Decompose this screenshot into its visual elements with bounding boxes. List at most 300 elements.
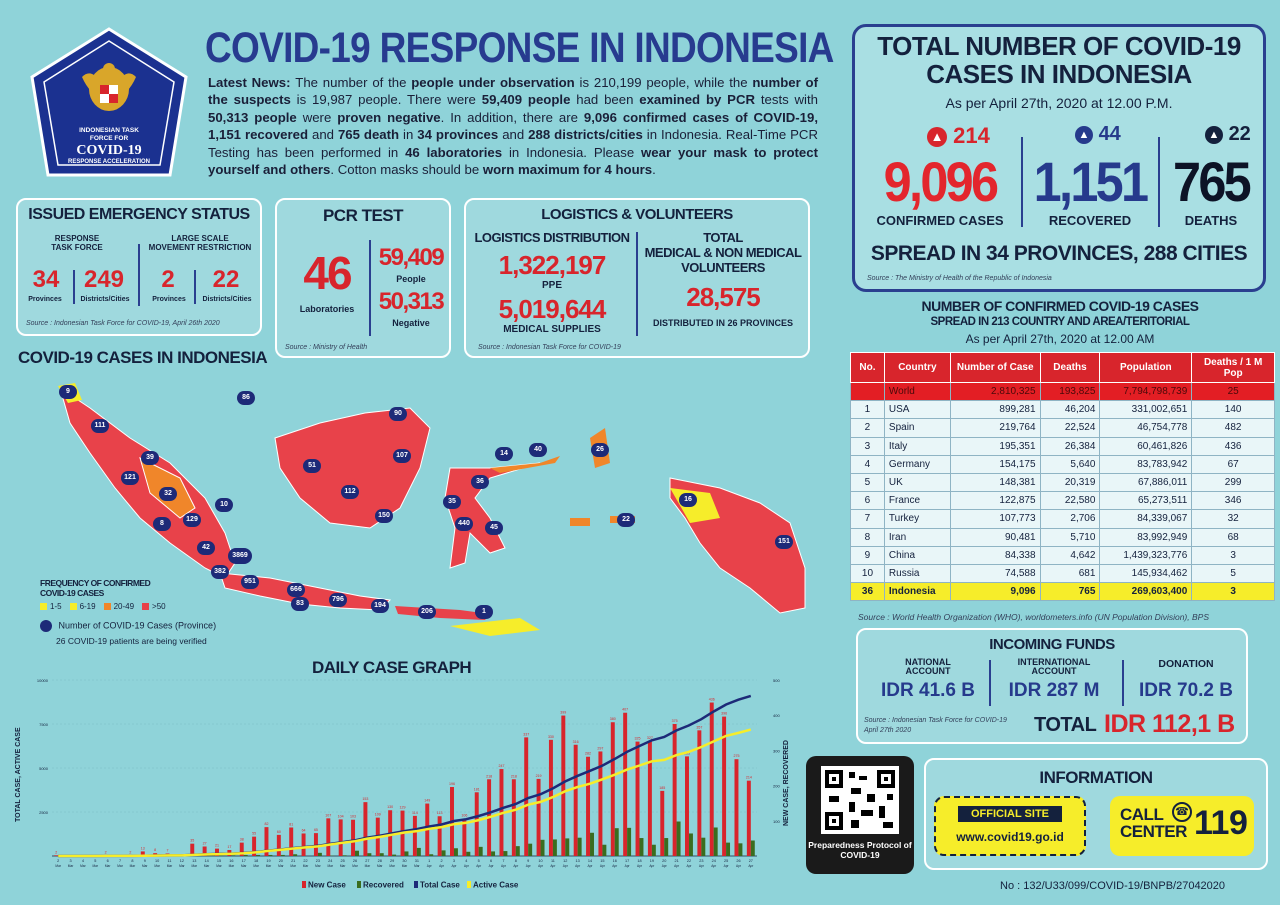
qr-card[interactable] [806, 756, 914, 874]
x-tick-label: 28 [377, 859, 382, 863]
new-case-label: 247 [498, 764, 505, 769]
new-case-bar [685, 756, 689, 856]
new-case-bar [363, 802, 367, 856]
table-cell: 67 [1192, 455, 1275, 473]
recovered-bar [664, 838, 668, 856]
news-segment: 59,409 people [481, 92, 571, 108]
x-tick-month: Apr [476, 864, 482, 868]
table-row [851, 455, 1275, 473]
table-cell: UK [884, 473, 950, 491]
table-header: Deaths / 1 M Pop [1192, 353, 1275, 383]
table-cell: 7 [851, 510, 885, 528]
x-tick-label: 9 [143, 859, 146, 863]
table-cell: 1 [851, 401, 885, 419]
table-cell: 5,640 [1040, 455, 1100, 473]
intl-label: INTERNATIONAL ACCOUNT [1017, 657, 1091, 676]
table-cell: USA [884, 401, 950, 419]
world-title: NUMBER OF CONFIRMED COVID-19 CASES [921, 298, 1199, 314]
new-case-label: 407 [622, 707, 629, 712]
world-asof: As per April 27th, 2020 at 12.00 AM [965, 332, 1155, 346]
x-tick-label: 6 [490, 859, 493, 863]
chart-legend-label: Active Case [473, 880, 519, 890]
x-tick-month: Mar [154, 864, 160, 868]
new-case-label: 357 [696, 725, 703, 730]
x-tick-label: 6 [106, 859, 109, 863]
recovered-label: RECOVERED [1048, 213, 1132, 228]
news-segment: had been [570, 92, 640, 108]
table-cell: France [884, 492, 950, 510]
x-tick-month: Mar [377, 864, 383, 868]
province-case-dot: 194 [371, 599, 389, 613]
table-cell: 83,992,949 [1100, 528, 1192, 546]
x-tick-month: Apr [711, 864, 717, 868]
x-tick-month: Mar [389, 864, 395, 868]
latest-news [208, 74, 818, 178]
news-segment: in Indonesia. Please [502, 144, 642, 160]
new-case-label: 337 [523, 732, 530, 737]
x-tick-month: Apr [649, 864, 655, 868]
x-tick-month: Mar [179, 864, 185, 868]
new-case-label: 55 [252, 831, 257, 836]
x-tick-label: 13 [192, 859, 197, 863]
new-case-bar [537, 779, 541, 856]
recovered-bar [516, 846, 520, 856]
deaths-delta-value: 22 [1228, 123, 1251, 145]
recovered-bar [503, 851, 507, 856]
x-tick-label: 15 [216, 859, 222, 863]
new-case-bar [734, 759, 738, 856]
x-tick-label: 16 [229, 859, 234, 863]
x-tick-month: Apr [513, 864, 519, 868]
official-site-url[interactable]: www.covid19.go.id [956, 830, 1064, 844]
lsmr-districts-value: 22 [212, 266, 240, 293]
x-tick-label: 5 [94, 859, 97, 863]
pcr-source: Source : Ministry of Health [285, 344, 368, 351]
new-case-label: 330 [547, 734, 554, 739]
logistics-panel [464, 198, 810, 358]
province-case-dot: 382 [211, 565, 229, 579]
rtf-districts-label: Districts/Cities [80, 296, 130, 303]
table-row [851, 473, 1275, 491]
new-case-label: 64 [301, 828, 306, 833]
news-segment: wear your mask to protect yourself and others [208, 144, 818, 178]
table-cell: 4 [851, 455, 885, 473]
x-tick-label: 20 [278, 859, 283, 863]
table-row [851, 383, 1275, 401]
dot-legend-label: Number of COVID-19 Cases (Province) [58, 620, 217, 631]
new-case-bar [339, 819, 343, 856]
pcr-people-label: People [396, 274, 426, 284]
legend-label: 6-19 [79, 602, 96, 611]
new-case-bar [54, 855, 58, 856]
table-cell: 5,710 [1040, 528, 1100, 546]
x-tick-label: 24 [711, 859, 716, 863]
x-tick-label: 29 [390, 859, 395, 863]
legend-swatch [104, 603, 111, 610]
new-case-label: 283 [683, 751, 690, 756]
province-case-dot: 45 [485, 521, 503, 535]
recovered-bar [281, 855, 285, 856]
chart-legend-swatch [467, 881, 471, 888]
x-tick-month: Apr [525, 864, 531, 868]
news-segment: proven negative [337, 109, 441, 125]
emergency-source: Source : Indonesian Task Force for COVID-19, April 26th 2020 [26, 320, 220, 327]
table-cell: 3 [851, 437, 885, 455]
total-value: IDR 112,1 B [1104, 710, 1235, 738]
table-cell: 32 [1192, 510, 1275, 528]
new-case-label: 297 [597, 746, 604, 751]
new-case-label: 196 [448, 782, 455, 787]
new-case-bar [438, 816, 442, 856]
news-segment: examined by PCR [639, 92, 756, 108]
new-case-bar [673, 724, 677, 856]
province-case-dot: 107 [393, 449, 411, 463]
recovered-bar [392, 855, 396, 856]
new-case-label: 316 [572, 739, 579, 744]
x-tick-label: 26 [352, 859, 358, 863]
response-task-force-label: RESPONSE TASK FORCE [51, 234, 103, 252]
x-tick-month: Mar [339, 864, 346, 868]
table-cell: 25 [1192, 383, 1275, 401]
province-case-dot: 951 [241, 575, 259, 589]
x-tick-label: 11 [550, 859, 555, 863]
confirmed-delta-value: 214 [953, 123, 990, 148]
x-tick-label: 27 [365, 859, 370, 863]
verify-note: 26 COVID-19 patients are being verified [56, 636, 207, 646]
province-case-dot: 35 [443, 495, 461, 509]
x-tick-month: Apr [637, 864, 642, 868]
news-segment: 46 laboratories [405, 144, 503, 160]
table-cell: 299 [1192, 473, 1275, 491]
province-case-dot: 151 [775, 535, 793, 549]
chart-legend-label: Total Case [420, 880, 460, 890]
x-tick-month: Apr [562, 864, 568, 868]
table-cell: 681 [1040, 564, 1100, 582]
news-segment: 765 death [337, 127, 400, 143]
recovered-bar [602, 845, 606, 856]
x-tick-label: 23 [315, 859, 321, 863]
province-case-dot: 16 [679, 493, 697, 507]
x-tick-label: 18 [637, 859, 642, 863]
pcr-panel [275, 198, 451, 358]
news-segment: number of the suspects [208, 75, 818, 108]
y2-tick-label: 200 [773, 783, 780, 789]
x-tick-label: 10 [538, 859, 543, 863]
x-tick-month: Apr [723, 864, 729, 868]
table-cell: Italy [884, 437, 950, 455]
new-case-bar [524, 737, 528, 856]
info-title: INFORMATION [1039, 768, 1153, 787]
donation-label: DONATION [1158, 658, 1214, 670]
province-case-dot: 83 [291, 597, 309, 611]
x-tick-label: 3 [69, 859, 72, 863]
table-cell: 8 [851, 528, 885, 546]
table-cell: 20,319 [1040, 473, 1100, 491]
new-case-label: 399 [560, 710, 567, 715]
province-case-dot: 111 [91, 419, 109, 433]
deaths-delta [1205, 123, 1251, 146]
new-case-label: 103 [350, 814, 357, 819]
call-center-card[interactable] [1110, 796, 1254, 856]
x-tick-month: Apr [550, 864, 556, 868]
new-case-label: 7 [166, 848, 169, 853]
recovered-bar [466, 852, 470, 856]
table-cell: 1,439,323,776 [1100, 546, 1192, 564]
new-case-label: 27 [202, 841, 207, 846]
ppe-label: PPE [541, 280, 562, 291]
province-case-dot: 10 [215, 498, 233, 512]
x-tick-month: Mar [129, 864, 136, 868]
x-tick-label: 3 [452, 859, 456, 863]
dot-legend [40, 620, 216, 632]
province-case-dot: 51 [303, 459, 321, 473]
new-case-label: 218 [486, 774, 493, 779]
x-tick-month: Mar [228, 864, 235, 868]
legend-swatch [40, 603, 47, 610]
volunteers-title: TOTAL MEDICAL & NON MEDICAL VOLUNTEERS [644, 230, 802, 275]
pcr-negative-label: Negative [392, 318, 430, 328]
x-tick-month: Mar [104, 864, 111, 868]
x-tick-label: 17 [625, 859, 630, 863]
table-row [851, 546, 1275, 564]
x-tick-label: 20 [662, 859, 667, 863]
x-tick-label: 4 [81, 859, 84, 863]
recovered-bar [318, 853, 322, 856]
province-case-dot: 40 [529, 443, 547, 457]
news-segment: Latest News: [208, 75, 296, 90]
x-tick-label: 5 [477, 859, 480, 863]
lsmr-provinces-label: Provinces [152, 296, 186, 303]
province-case-dot: 14 [495, 447, 513, 461]
y-tick-label: 5000 [39, 766, 48, 771]
x-tick-label: 7 [118, 859, 122, 863]
legend-label: 20-49 [113, 602, 135, 611]
x-tick-label: 15 [600, 859, 605, 863]
news-segment: 288 districts/cities [528, 127, 643, 143]
x-tick-month: Apr [748, 864, 754, 868]
y2-tick-label: 500 [773, 678, 780, 683]
province-case-dot: 440 [455, 517, 473, 531]
x-tick-month: Mar [290, 864, 296, 868]
funds-panel [856, 628, 1248, 744]
province-case-dot: 206 [418, 605, 436, 619]
intl-value: IDR 287 M [1008, 680, 1100, 701]
table-row [851, 419, 1275, 437]
table-cell: 7,794,798,739 [1100, 383, 1192, 401]
x-tick-label: 8 [131, 859, 134, 863]
x-tick-label: 14 [204, 859, 209, 863]
table-cell: 65,273,511 [1100, 492, 1192, 510]
map-title: COVID-19 CASES IN INDONESIA [18, 348, 268, 367]
chart-legend-label: New Case [308, 880, 346, 890]
spread-text: SPREAD IN 34 PROVINCES, 288 CITIES [870, 242, 1248, 265]
emergency-panel [16, 198, 262, 336]
new-case-bar [574, 745, 578, 856]
news-segment: . Cotton masks should be [330, 162, 483, 178]
x-tick-month: Apr [698, 864, 704, 868]
new-case-bar [413, 816, 417, 856]
new-case-label: 181 [473, 787, 480, 792]
table-cell: 26,384 [1040, 437, 1100, 455]
table-cell: 68 [1192, 528, 1275, 546]
x-tick-month: Mar [203, 864, 210, 868]
table-row [851, 528, 1275, 546]
province-dot-icon [40, 620, 52, 632]
table-cell: 74,588 [950, 564, 1040, 582]
province-case-dot: 112 [341, 485, 359, 499]
deaths-value: 765 [1173, 150, 1249, 213]
recovered-bar [726, 843, 730, 856]
funds-source: Source : Indonesian Task Force for COVID-19 April 27th 2020 [864, 717, 1007, 734]
confirmed-label: CONFIRMED CASES [876, 213, 1004, 228]
pcr-labs-label: Laboratories [299, 304, 355, 314]
news-segment: 9,096 confirmed cases of COVID-19, 1,151 recovered [208, 109, 818, 143]
logistics-source: Source : Indonesian Task Force for COVID-19 [478, 344, 621, 351]
table-cell: 22,580 [1040, 492, 1100, 510]
new-case-label: 129 [399, 805, 406, 810]
ppe-value: 1,322,197 [498, 250, 606, 280]
news-segment: is 210,199 people, while the [574, 75, 753, 90]
new-case-bar [611, 722, 615, 856]
table-header: Population [1100, 353, 1192, 383]
new-case-bar [561, 716, 565, 856]
recovered-bar [268, 855, 272, 856]
y2-tick-label: 300 [773, 748, 780, 754]
new-case-label: 114 [412, 810, 418, 815]
news-segment: in [399, 127, 418, 143]
recovered-bar [231, 855, 235, 856]
x-tick-month: Mar [142, 864, 148, 868]
y-tick-label: 2500 [39, 810, 48, 815]
new-case-label: 275 [733, 754, 740, 759]
x-tick-month: Mar [352, 864, 358, 868]
table-header: Deaths [1040, 353, 1100, 383]
x-tick-label: 1 [428, 859, 431, 863]
confirmed-delta [927, 123, 990, 149]
x-tick-label: 9 [527, 859, 530, 863]
x-tick-month: Mar [265, 864, 272, 868]
table-cell: Indonesia [884, 583, 950, 601]
recovered-bar [677, 822, 681, 856]
new-case-bar [314, 833, 318, 856]
recovered-delta-value: 44 [1098, 123, 1121, 145]
x-tick-month: Mar [191, 864, 197, 868]
new-case-label: 185 [659, 785, 666, 790]
table-header: Number of Case [950, 353, 1040, 383]
recovered-bar [442, 850, 446, 856]
y-tick-label: 10000 [36, 678, 48, 683]
table-row [851, 564, 1275, 582]
recovered-bar [751, 841, 755, 856]
pcr-people-value: 59,409 [378, 244, 444, 271]
news-segment: 50,313 people [208, 109, 297, 125]
phone-icon: ☎ [1172, 802, 1192, 822]
table-cell: 36 [851, 583, 885, 601]
world-cases-table [850, 352, 1275, 601]
table-header: Country [884, 353, 950, 383]
recovered-bar [429, 854, 433, 856]
totals-panel [852, 24, 1266, 292]
totals-source: Source : The Ministry of Health of the Republic of Indonesia [867, 275, 1052, 282]
official-site-card[interactable] [934, 796, 1086, 856]
x-tick-month: Apr [624, 864, 630, 868]
legend-swatch [70, 603, 77, 610]
x-tick-month: Mar [315, 864, 321, 868]
rtf-districts-value: 249 [83, 266, 125, 293]
legend-item [40, 602, 62, 611]
table-cell: 436 [1192, 437, 1275, 455]
news-segment: and [498, 127, 529, 143]
table-cell: 765 [1040, 583, 1100, 601]
call-center-label: CALL CENTER [1120, 805, 1187, 841]
recovered-bar [652, 845, 656, 856]
recovered-bar [367, 853, 371, 856]
province-case-dot: 150 [375, 509, 393, 523]
recovered-bar [405, 851, 409, 856]
call-center-number: 119 [1194, 804, 1248, 842]
table-cell: 195,351 [950, 437, 1040, 455]
y2-axis-label: NEW CASE, RECOVERED [783, 740, 790, 826]
pcr-title: PCR TEST [322, 206, 404, 225]
x-tick-month: Apr [538, 864, 544, 868]
recovered-bar [627, 828, 631, 856]
rtf-provinces-label: Provinces [28, 296, 62, 303]
new-case-bar [475, 792, 479, 856]
x-tick-month: Mar [253, 864, 259, 868]
new-case-bar [623, 713, 627, 856]
new-case-label: 35 [190, 838, 195, 843]
x-tick-label: 4 [465, 859, 468, 863]
recovered-bar [553, 839, 557, 856]
chart-legend-label: Recovered [363, 880, 404, 890]
up-arrow-icon: ▲ [927, 127, 947, 147]
table-cell: 148,381 [950, 473, 1040, 491]
new-case-label: 396 [721, 711, 728, 716]
recovered-bar [590, 833, 594, 856]
x-tick-label: 25 [723, 859, 729, 863]
new-case-label: 149 [424, 798, 431, 803]
maluku-small-1 [570, 518, 590, 526]
new-case-label: 130 [387, 805, 394, 810]
news-segment: 34 provinces [417, 127, 499, 143]
new-case-label: 113 [436, 811, 443, 816]
table-cell: 5 [851, 473, 885, 491]
x-tick-label: 22 [686, 859, 692, 863]
table-cell: China [884, 546, 950, 564]
x-tick-label: 19 [649, 859, 654, 863]
y-axis-label: TOTAL CASE, ACTIVE CASE [15, 727, 22, 822]
new-case-label: 2 [129, 850, 132, 855]
new-case-label: 13 [140, 846, 145, 851]
recovered-bar [293, 854, 297, 856]
new-case-bar [289, 827, 293, 856]
recovered-bar [738, 843, 742, 856]
x-tick-month: Mar [364, 864, 371, 868]
recovered-delta [1075, 123, 1121, 146]
new-case-bar [277, 835, 281, 856]
x-tick-label: 27 [748, 859, 753, 863]
new-case-label: 8 [154, 848, 157, 853]
table-cell: 482 [1192, 419, 1275, 437]
table-cell: 193,825 [1040, 383, 1100, 401]
x-tick-label: 24 [328, 859, 333, 863]
logistics-dist-title: LOGISTICS DISTRIBUTION [474, 230, 630, 245]
logo-text-4: RESPONSE ACCELERATION [67, 159, 150, 165]
x-tick-label: 2 [57, 859, 60, 863]
new-case-label: 375 [671, 719, 678, 723]
recovered-bar [528, 844, 532, 856]
new-case-bar [710, 703, 714, 856]
